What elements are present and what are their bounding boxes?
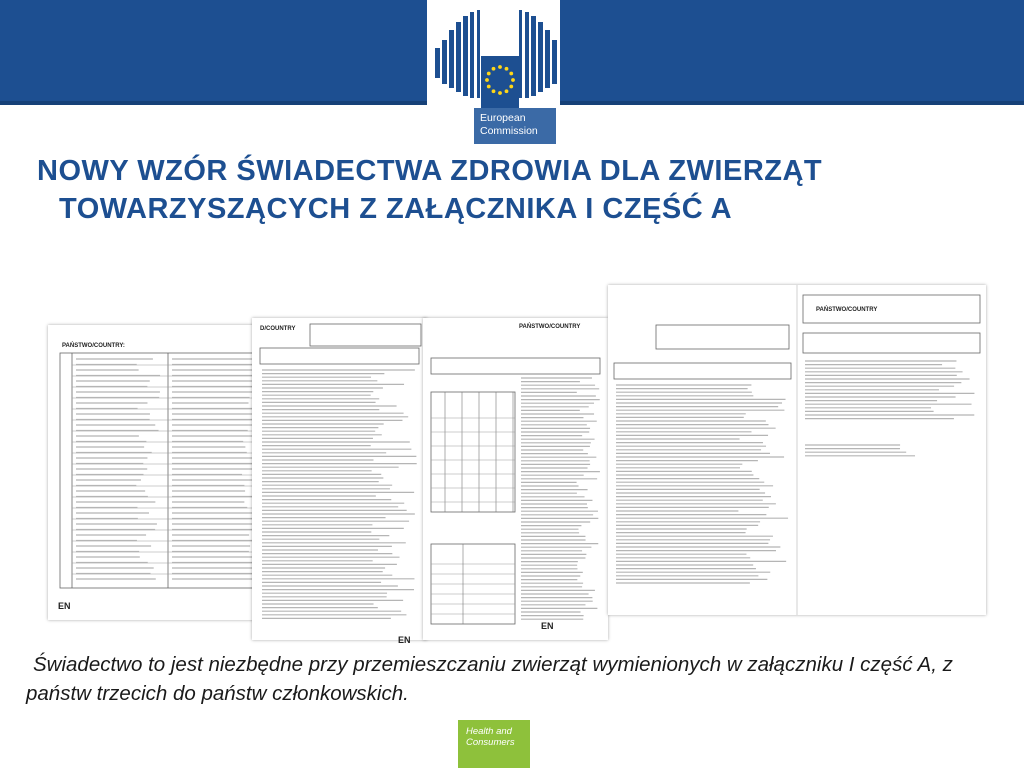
page-lang-right: EN bbox=[541, 621, 554, 631]
document-double-page-graphic bbox=[608, 285, 986, 615]
eu-star bbox=[498, 91, 502, 95]
document-text-graphic bbox=[252, 318, 427, 640]
eu-star bbox=[485, 78, 489, 82]
eu-star bbox=[487, 85, 491, 89]
certificate-page-4 bbox=[608, 285, 986, 615]
logo-text-line2: Commission bbox=[480, 125, 538, 137]
eu-star bbox=[505, 67, 509, 71]
badge-line2: Consumers bbox=[466, 737, 515, 748]
certificate-page-3 bbox=[423, 318, 608, 640]
logo-wordmark bbox=[474, 108, 556, 144]
page-country-header: PAŃSTWO/COUNTRY bbox=[519, 324, 581, 330]
logo-text-line1: European bbox=[480, 112, 526, 124]
eu-flag-icon bbox=[427, 0, 560, 108]
eu-star bbox=[509, 72, 513, 76]
page-lang-left: EN bbox=[58, 601, 71, 611]
eu-star bbox=[492, 67, 496, 71]
health-consumers-badge bbox=[458, 720, 530, 768]
slide-title: NOWY WZÓR ŚWIADECTWA ZDROWIA DLA ZWIERZĄT TOWARZYSZĄCYCH Z ZAŁĄCZNIKA I CZĘŚĆ A bbox=[37, 155, 823, 225]
page-country-header: PAŃSTWO/COUNTRY bbox=[816, 307, 878, 313]
slide-caption: Świadectwo to jest niezbędne przy przemieszczaniu zwierząt wymienionych w załączniku I część A, z państw trzecich do państw członkowskich. bbox=[26, 653, 953, 705]
document-table-graphic bbox=[423, 318, 608, 640]
eu-star bbox=[492, 89, 496, 93]
eu-star bbox=[509, 85, 513, 89]
badge-line1: Health and bbox=[466, 726, 512, 737]
eu-star bbox=[498, 65, 502, 69]
eu-star bbox=[505, 89, 509, 93]
page-country-header: PAŃSTWO/COUNTRY: bbox=[62, 343, 125, 349]
eu-star bbox=[487, 72, 491, 76]
certificate-page-2 bbox=[252, 318, 427, 645]
eu-star bbox=[511, 78, 515, 82]
page-lang-right: EN bbox=[398, 635, 411, 645]
page-country-header: D/COUNTRY bbox=[260, 326, 296, 332]
